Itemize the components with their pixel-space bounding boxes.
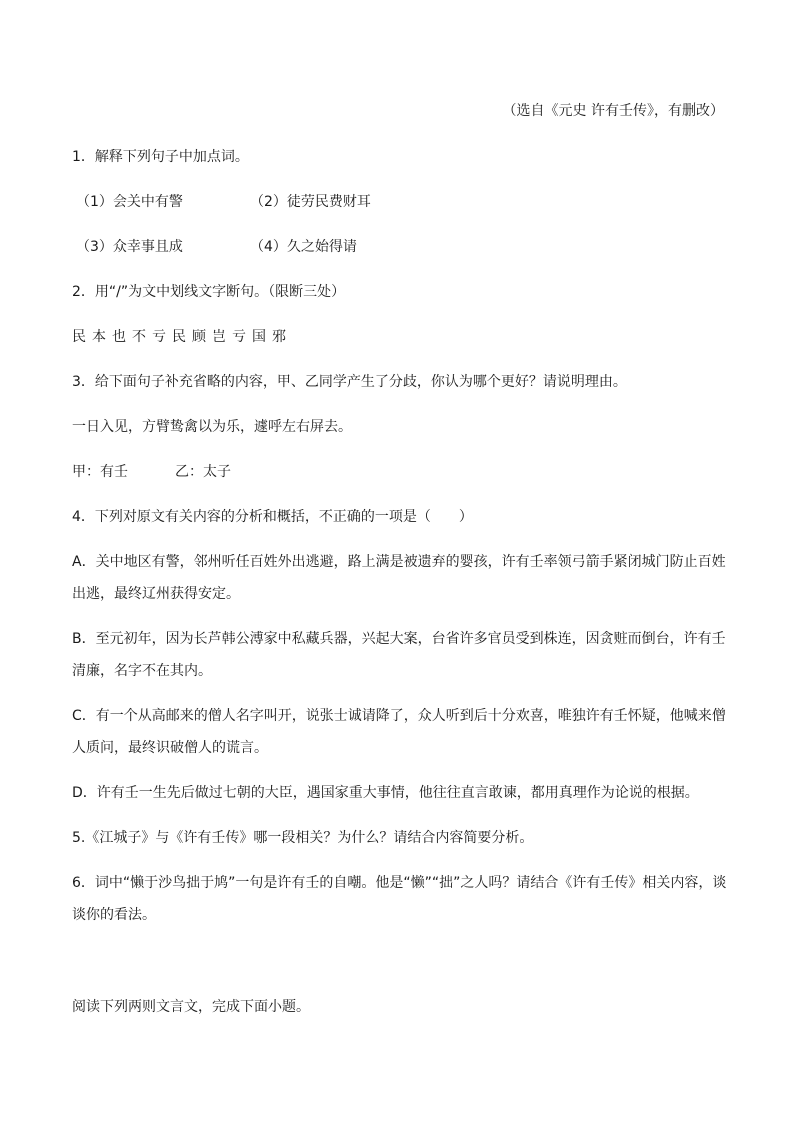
- question-4-option-c-line-1: C．有一个从高邮来的僧人名字叫开，说张士诚请降了，众人听到后十分欢喜，唯独许有壬怀疑，他喊来僧: [72, 708, 726, 724]
- question-6-stem-line-1: 6．词中“懒于沙鸟拙于鸠”一句是许有壬的自嘲。他是“懒”“拙”之人吗？请结合《许有壬传》相关内容，谈: [72, 875, 727, 891]
- question-4-option-b-line-1: B．至元初年，因为长芦韩公溥家中私藏兵器，兴起大案，台省许多官员受到株连，因贪赃而倒台，许有壬: [72, 631, 726, 647]
- question-4-option-a-line-2: 出逃，最终辽州获得安定。: [72, 586, 240, 602]
- question-4-stem: 4．下列对原文有关内容的分析和概括，不正确的一项是（ ）: [72, 509, 473, 525]
- question-1-item-1: （1）会关中有警: [76, 194, 183, 210]
- source-citation: （选自《元史 许有壬传》，有删改）: [502, 103, 724, 119]
- question-2-stem: 2．用“/”为文中划线文字断句。（限断三处）: [72, 284, 346, 300]
- question-4-option-a-line-1: A．关中地区有警，邻州听任百姓外出逃避，路上满是被遗弃的婴孩，许有壬率领弓箭手紧闭城门防止百姓: [72, 554, 726, 570]
- question-1-item-3: （3）众幸事且成: [76, 239, 183, 255]
- question-1-stem: 1．解释下列句子中加点词。: [72, 149, 249, 165]
- question-3-option-yi: 乙：太子: [175, 464, 231, 480]
- next-section-instruction: 阅读下列两则文言文，完成下面小题。: [72, 999, 310, 1015]
- question-4-option-c-line-2: 人质问，最终识破僧人的谎言。: [72, 740, 268, 756]
- question-5-stem: 5.《江城子》与《许有壬传》哪一段相关？为什么？请结合内容简要分析。: [72, 830, 534, 846]
- question-1-item-4: （4）久之始得请: [250, 239, 357, 255]
- question-4-option-d: D．许有壬一生先后做过七朝的大臣，遇国家重大事情，他往往直言敢谏，都用真理作为论说的根据。: [72, 785, 699, 801]
- question-3-sentence: 一日入见，方臂鸷禽以为乐，遽呼左右屏去。: [72, 419, 352, 435]
- question-1-item-2: （2）徒劳民费财耳: [250, 194, 371, 210]
- question-3-option-jia: 甲：有壬: [72, 464, 128, 480]
- question-2-text: 民本也不亏民顾岂亏国邪: [72, 329, 292, 345]
- question-4-option-b-line-2: 清廉，名字不在其内。: [72, 663, 212, 679]
- question-6-stem-line-2: 谈你的看法。: [72, 907, 156, 923]
- question-3-stem: 3．给下面句子补充省略的内容，甲、乙同学产生了分歧，你认为哪个更好？请说明理由。: [72, 374, 627, 390]
